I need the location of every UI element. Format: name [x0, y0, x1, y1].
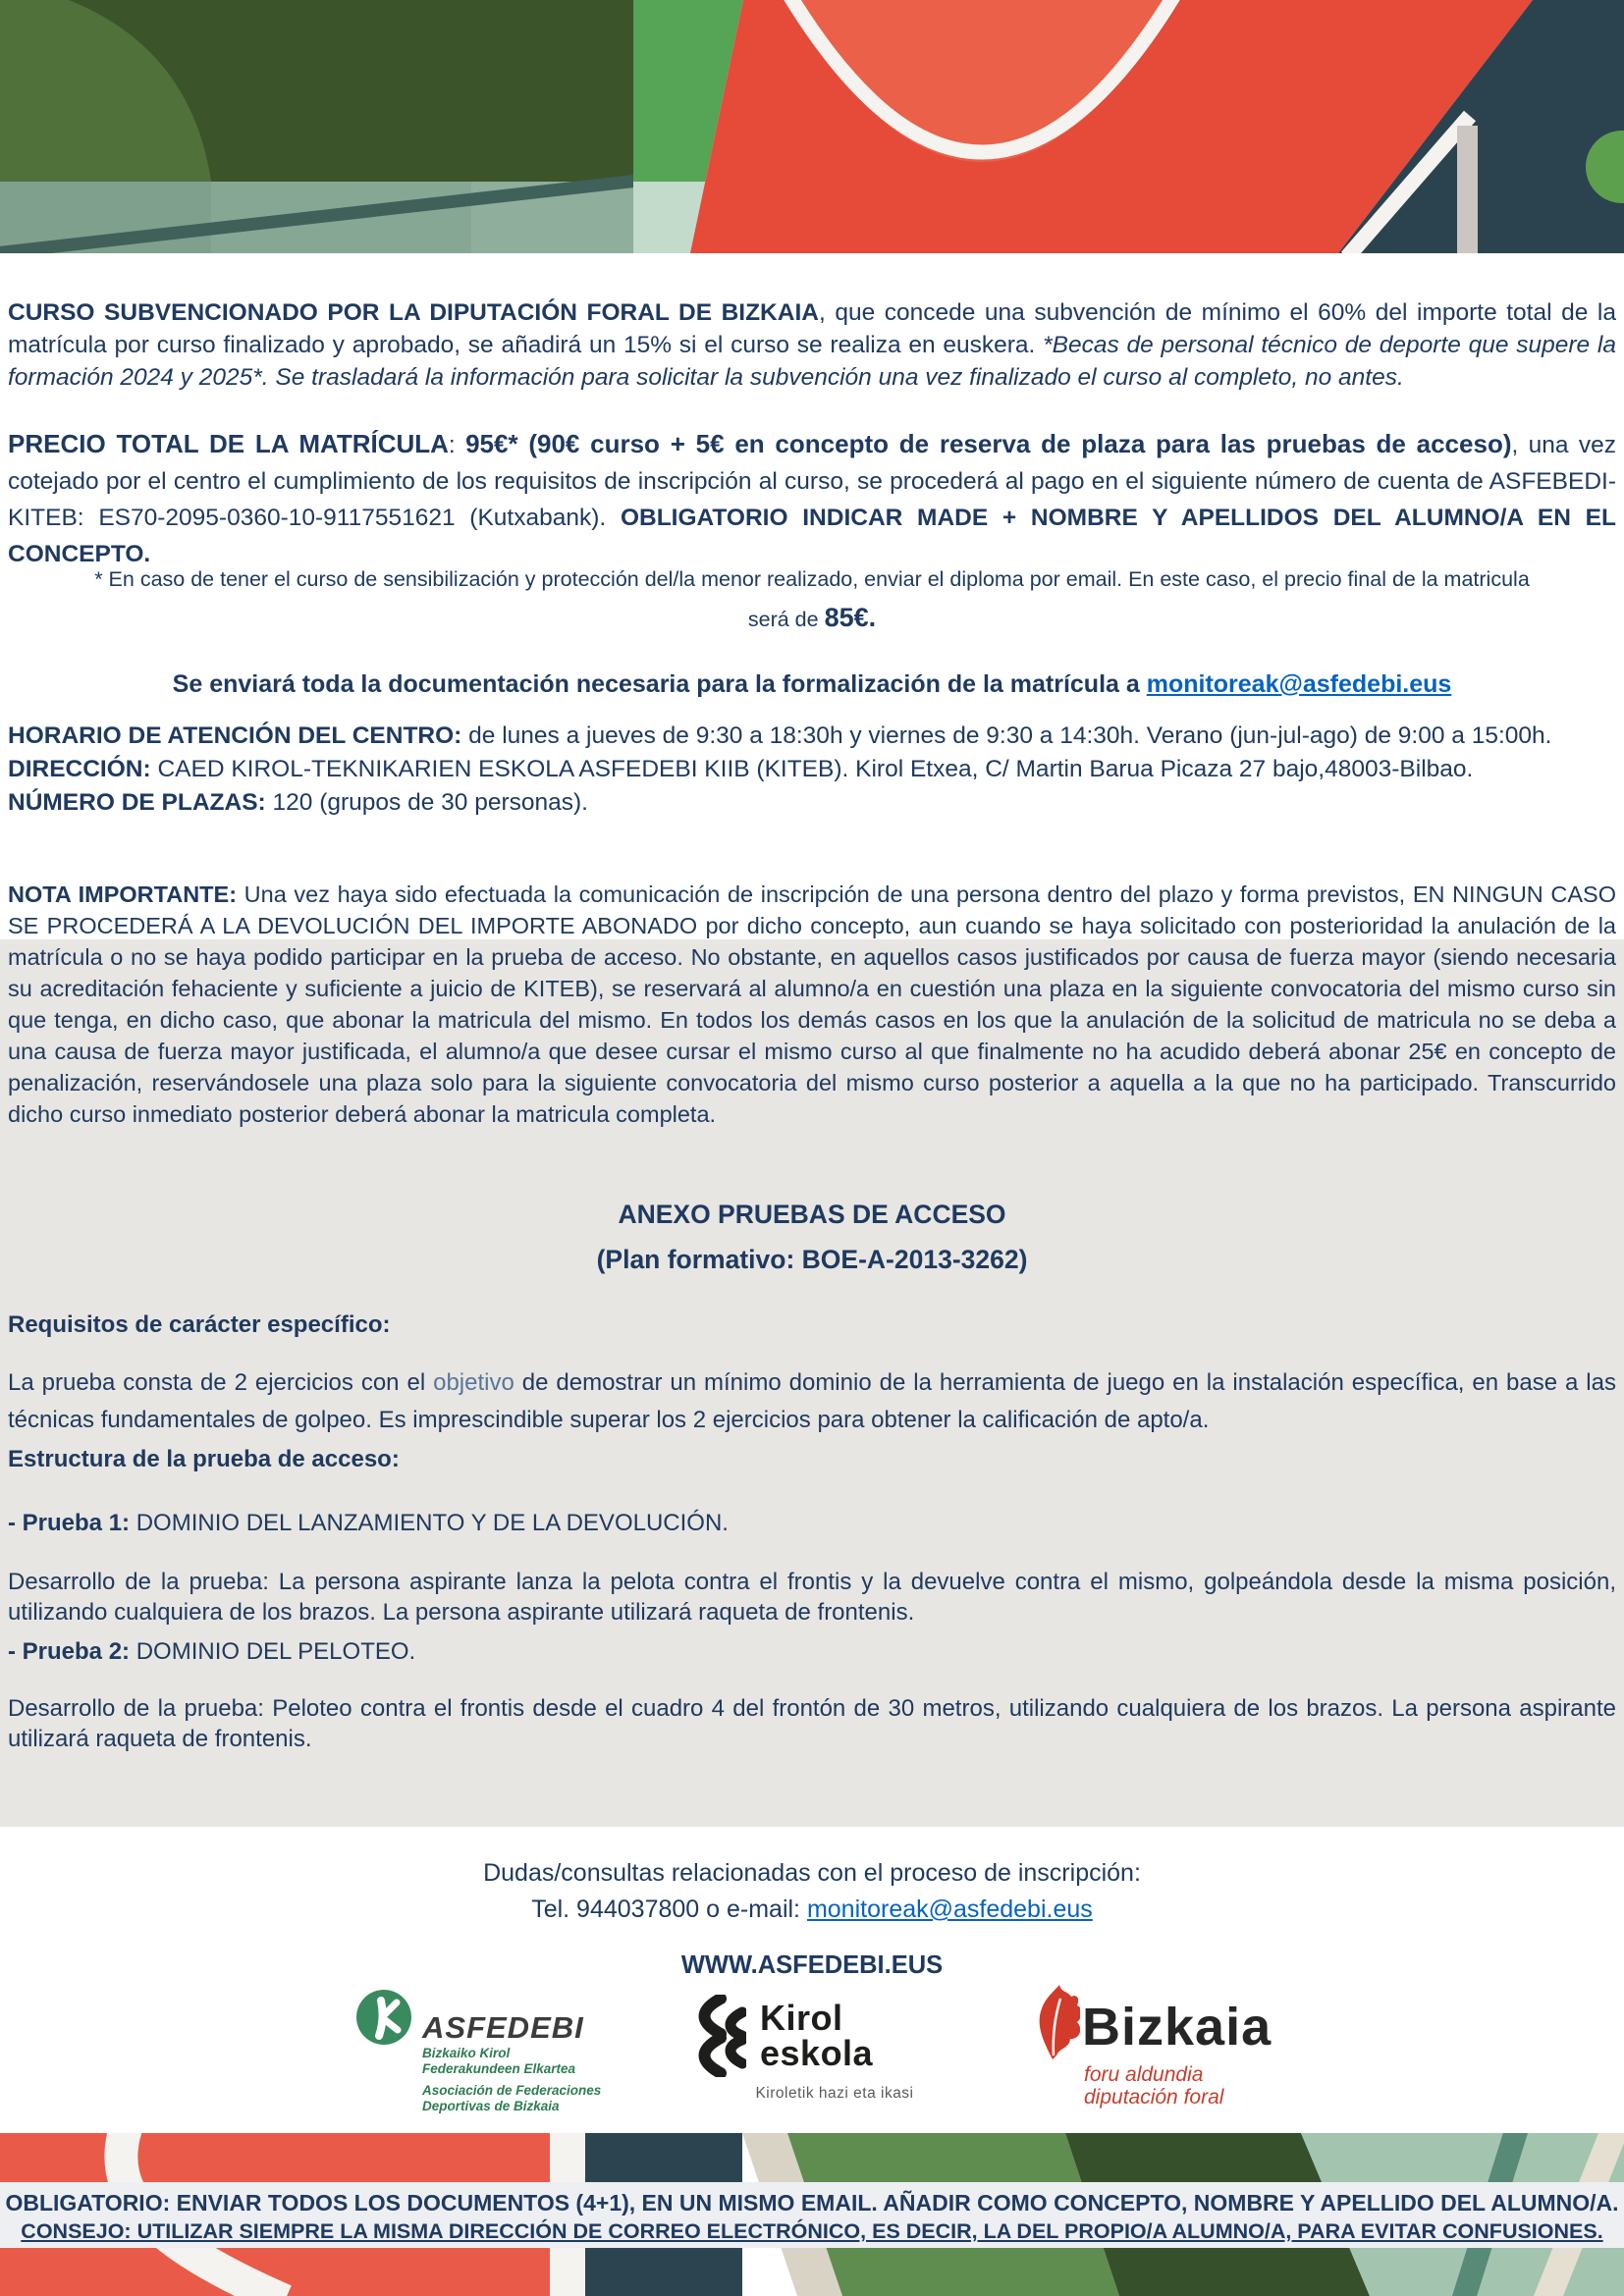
- bizkaia-leaf-icon: [1033, 1983, 1080, 2061]
- direccion-line: [8, 753, 1616, 786]
- test2-body: Desarrollo de la prueba: Peloteo contra el frontis desde el cuadro 4 del frontón de 30 metros, utilizando cualquiera de los brazos. La persona aspirante utilizará raqueta de frontenis.: [8, 1695, 1616, 1752]
- requirements-muted-word: objetivo: [433, 1369, 514, 1396]
- important-note-paragraph: [8, 879, 1616, 1130]
- asfedebi-sub4: Deportivas de Bizkaia: [422, 2099, 560, 2113]
- plazas-text: 120 (grupos de 30 personas).: [265, 789, 588, 816]
- annex-heading: [8, 1192, 1616, 1282]
- requirements-start: La prueba consta de 2 ejercicios con el: [8, 1369, 434, 1396]
- plazas-label: NÚMERO DE PLAZAS:: [8, 789, 266, 816]
- documentation-line: [8, 667, 1616, 702]
- kirol-eskola-logo: [687, 1995, 982, 2103]
- requirements-end: de demostrar un mínimo dominio de la herramienta de juego en la instalación específica, en base a las técnicas fundamentales de golpeo. Es imprescindible superar los 2 ejercicios para obtener la calificación de apto/a.: [8, 1369, 1616, 1433]
- website-line: WWW.ASFEDEBI.EUS: [680, 1951, 944, 1979]
- price-sep: :: [448, 431, 466, 458]
- note-label: NOTA IMPORTANTE:: [8, 881, 244, 907]
- footnote-price: 85€.: [824, 602, 877, 632]
- price-headline: 95€* (90€ curso + 5€ en concepto de reserva de plaza para las pruebas de acceso): [465, 428, 1512, 458]
- test1-label: - Prueba 1:: [8, 1510, 131, 1536]
- kirol-eskola-icon: [687, 1995, 746, 2077]
- footer-notice-line2: CONSEJO: UTILIZAR SIEMPRE LA MISMA DIRECCIÓN DE CORREO ELECTRÓNICO, ES DECIR, LA DEL PROPIO/A ALUMNO/A, PARA EVITAR CONFUSIONES.: [21, 2219, 1603, 2243]
- asfedebi-sub3: Asociación de Federaciones: [422, 2083, 602, 2098]
- price-paragraph: [8, 426, 1616, 572]
- price-body: , una vez cotejado por el centro el cumplimiento de los requisitos de inscripción al curso, se procederá al pago en el siguiente número de cuenta de ASFEBEDI-KITEB: ES70-2095-0360-10-9117551621 (Kutxabank).: [8, 431, 1616, 531]
- test2-name: DOMINIO DEL PELOTEO.: [130, 1638, 416, 1665]
- contact-email-link[interactable]: monitoreak@asfedebi.eus: [806, 1896, 1093, 1923]
- phone-text: Tel. 944037800 o e-mail:: [531, 1896, 807, 1923]
- asfedebi-logo: [355, 1989, 650, 2114]
- test2-label: - Prueba 2:: [8, 1638, 131, 1665]
- kirol-name-line2: eskola: [760, 2033, 874, 2073]
- email-link[interactable]: monitoreak@asfedebi.eus: [1146, 670, 1452, 698]
- requirements-body: [8, 1364, 1616, 1439]
- plazas-line: [8, 786, 1616, 820]
- header-artwork: [0, 0, 1624, 253]
- center-info-block: [8, 720, 1616, 820]
- kirol-eskola-tagline: Kiroletik hazi eta ikasi: [755, 2085, 914, 2102]
- price-footnote: [93, 561, 1531, 639]
- price-obligatorio: OBLIGATORIO INDICAR MADE + NOMBRE Y APELLIDOS DEL ALUMNO/A EN EL CONCEPTO.: [8, 504, 1616, 567]
- horario-text: de lunes a jueves de 9:30 a 18:30h y viernes de 9:30 a 14:30h. Verano (jun-jul-ago) de 9:00 a 15:00h.: [461, 722, 1552, 749]
- bizkaia-name: Bizkaia: [1082, 1998, 1272, 2056]
- horario-label: HORARIO DE ATENCIÓN DEL CENTRO:: [8, 722, 462, 749]
- asfedebi-sub1: Bizkaiko Kirol: [422, 2046, 511, 2060]
- test1-title: [8, 1508, 1616, 1538]
- note-body: Una vez haya sido efectuada la comunicación de inscripción de una persona dentro del plazo y forma previstos, EN NINGUN CASO SE PROCEDERÁ A LA DEVOLUCIÓN DEL IMPORTE ABONADO por dicho concepto, aun cuando se haya solicitado con posterioridad la anulación de la matrícula o no se haya podido participar en la prueba de acceso. No obstante, en aquellos casos justificados por causa de fuerza mayor (siendo necesaria su acreditación fehaciente y suficiente a juicio de KITEB), se reservará al alumno/a en cuestión una plaza en la siguiente convocatoria del mismo curso sin que tenga, en dicho caso, que abonar la matricula del mismo. En todos los demás casos en los que la anulación de la solicitud de matricula no se deba a una causa de fuerza mayor justificada, el alumno/a que desee cursar el mismo curso al que finalmente no ha acudido deberá abonar 25€ en concepto de penalización, reservándosele una plaza solo para la siguiente convocatoria del mismo curso posterior a aquella a la que no ha participado. Transcurrido dicho curso inmediato posterior deberá abonar la matricula completa.: [8, 881, 1616, 1127]
- annex-subtitle: (Plan formativo: BOE-A-2013-3262): [596, 1245, 1028, 1274]
- direccion-label: DIRECCIÓN:: [8, 756, 151, 782]
- test2-title: [8, 1636, 1616, 1667]
- asfedebi-logo-text: [422, 1989, 601, 2114]
- bizkaia-sub2: diputación foral: [1084, 2086, 1224, 2109]
- asfedebi-icon: [355, 1989, 412, 2046]
- intro-italic: *Becas de personal técnico de deporte que supere la formación 2024 y 2025*. Se trasladará la información para solicitar la subvención una vez finalizado el curso al completo, no antes.: [8, 331, 1617, 391]
- bizkaia-logo: [1033, 1983, 1347, 2109]
- phone-line: [8, 1894, 1616, 1925]
- annex-title: ANEXO PRUEBAS DE ACCESO: [618, 1200, 1006, 1229]
- footnote-text: * En caso de tener el curso de sensibilización y protección del/la menor realizado, enviar el diploma por email. En este caso, el precio final de la matricula será de: [94, 566, 1530, 631]
- intro-regular: , que concede una subvención de mínimo el 60% del importe total de la matrícula por curso finalizado y aprobado, se añadirá un 15% si el curso se realiza en euskera.: [8, 298, 1616, 358]
- contact-line: Dudas/consultas relacionadas con el proceso de inscripción:: [483, 1859, 1141, 1887]
- asfedebi-name: ASFEDEBI: [422, 2010, 584, 2045]
- structure-heading: Estructura de la prueba de acceso:: [8, 1446, 400, 1472]
- test1-name: DOMINIO DEL LANZAMIENTO Y DE LA DEVOLUCIÓN.: [130, 1510, 729, 1536]
- test1-body: Desarrollo de la prueba: La persona aspirante lanza la pelota contra el frontis y la devuelve contra el mismo, golpeándola desde la misma posición, utilizando cualquiera de los brazos. La persona aspirante utilizará raqueta de frontenis.: [8, 1569, 1616, 1626]
- intro-paragraph: [8, 296, 1616, 394]
- intro-bold: CURSO SUBVENCIONADO POR LA DIPUTACIÓN FORAL DE BIZKAIA: [8, 298, 819, 326]
- bizkaia-sub1: foru aldundia: [1084, 2063, 1204, 2086]
- direccion-text: CAED KIROL-TEKNIKARIEN ESKOLA ASFEDEBI KIIB (KITEB). Kirol Etxea, C/ Martin Barua Picaza 27 bajo,48003-Bilbao.: [150, 756, 1474, 782]
- bizkaia-subtitle: [1084, 2063, 1347, 2109]
- footer-notice-line1: OBLIGATORIO: ENVIAR TODOS LOS DOCUMENTOS (4+1), EN UN MISMO EMAIL. AÑADIR COMO CONCEPTO, NOMBRE Y APELLIDO DEL ALUMNO/A.: [5, 2190, 1619, 2216]
- documentation-text: Se enviará toda la documentación necesaria para la formalización de la matrícula a: [172, 670, 1147, 698]
- price-label: PRECIO TOTAL DE LA MATRÍCULA: [8, 428, 449, 458]
- horario-line: [8, 720, 1616, 753]
- requirements-heading: Requisitos de carácter específico:: [8, 1311, 391, 1338]
- kirol-name-line1: Kirol: [760, 1998, 843, 2038]
- kirol-eskola-name: [760, 1998, 874, 2073]
- asfedebi-sub2: Federakundeen Elkartea: [422, 2061, 576, 2076]
